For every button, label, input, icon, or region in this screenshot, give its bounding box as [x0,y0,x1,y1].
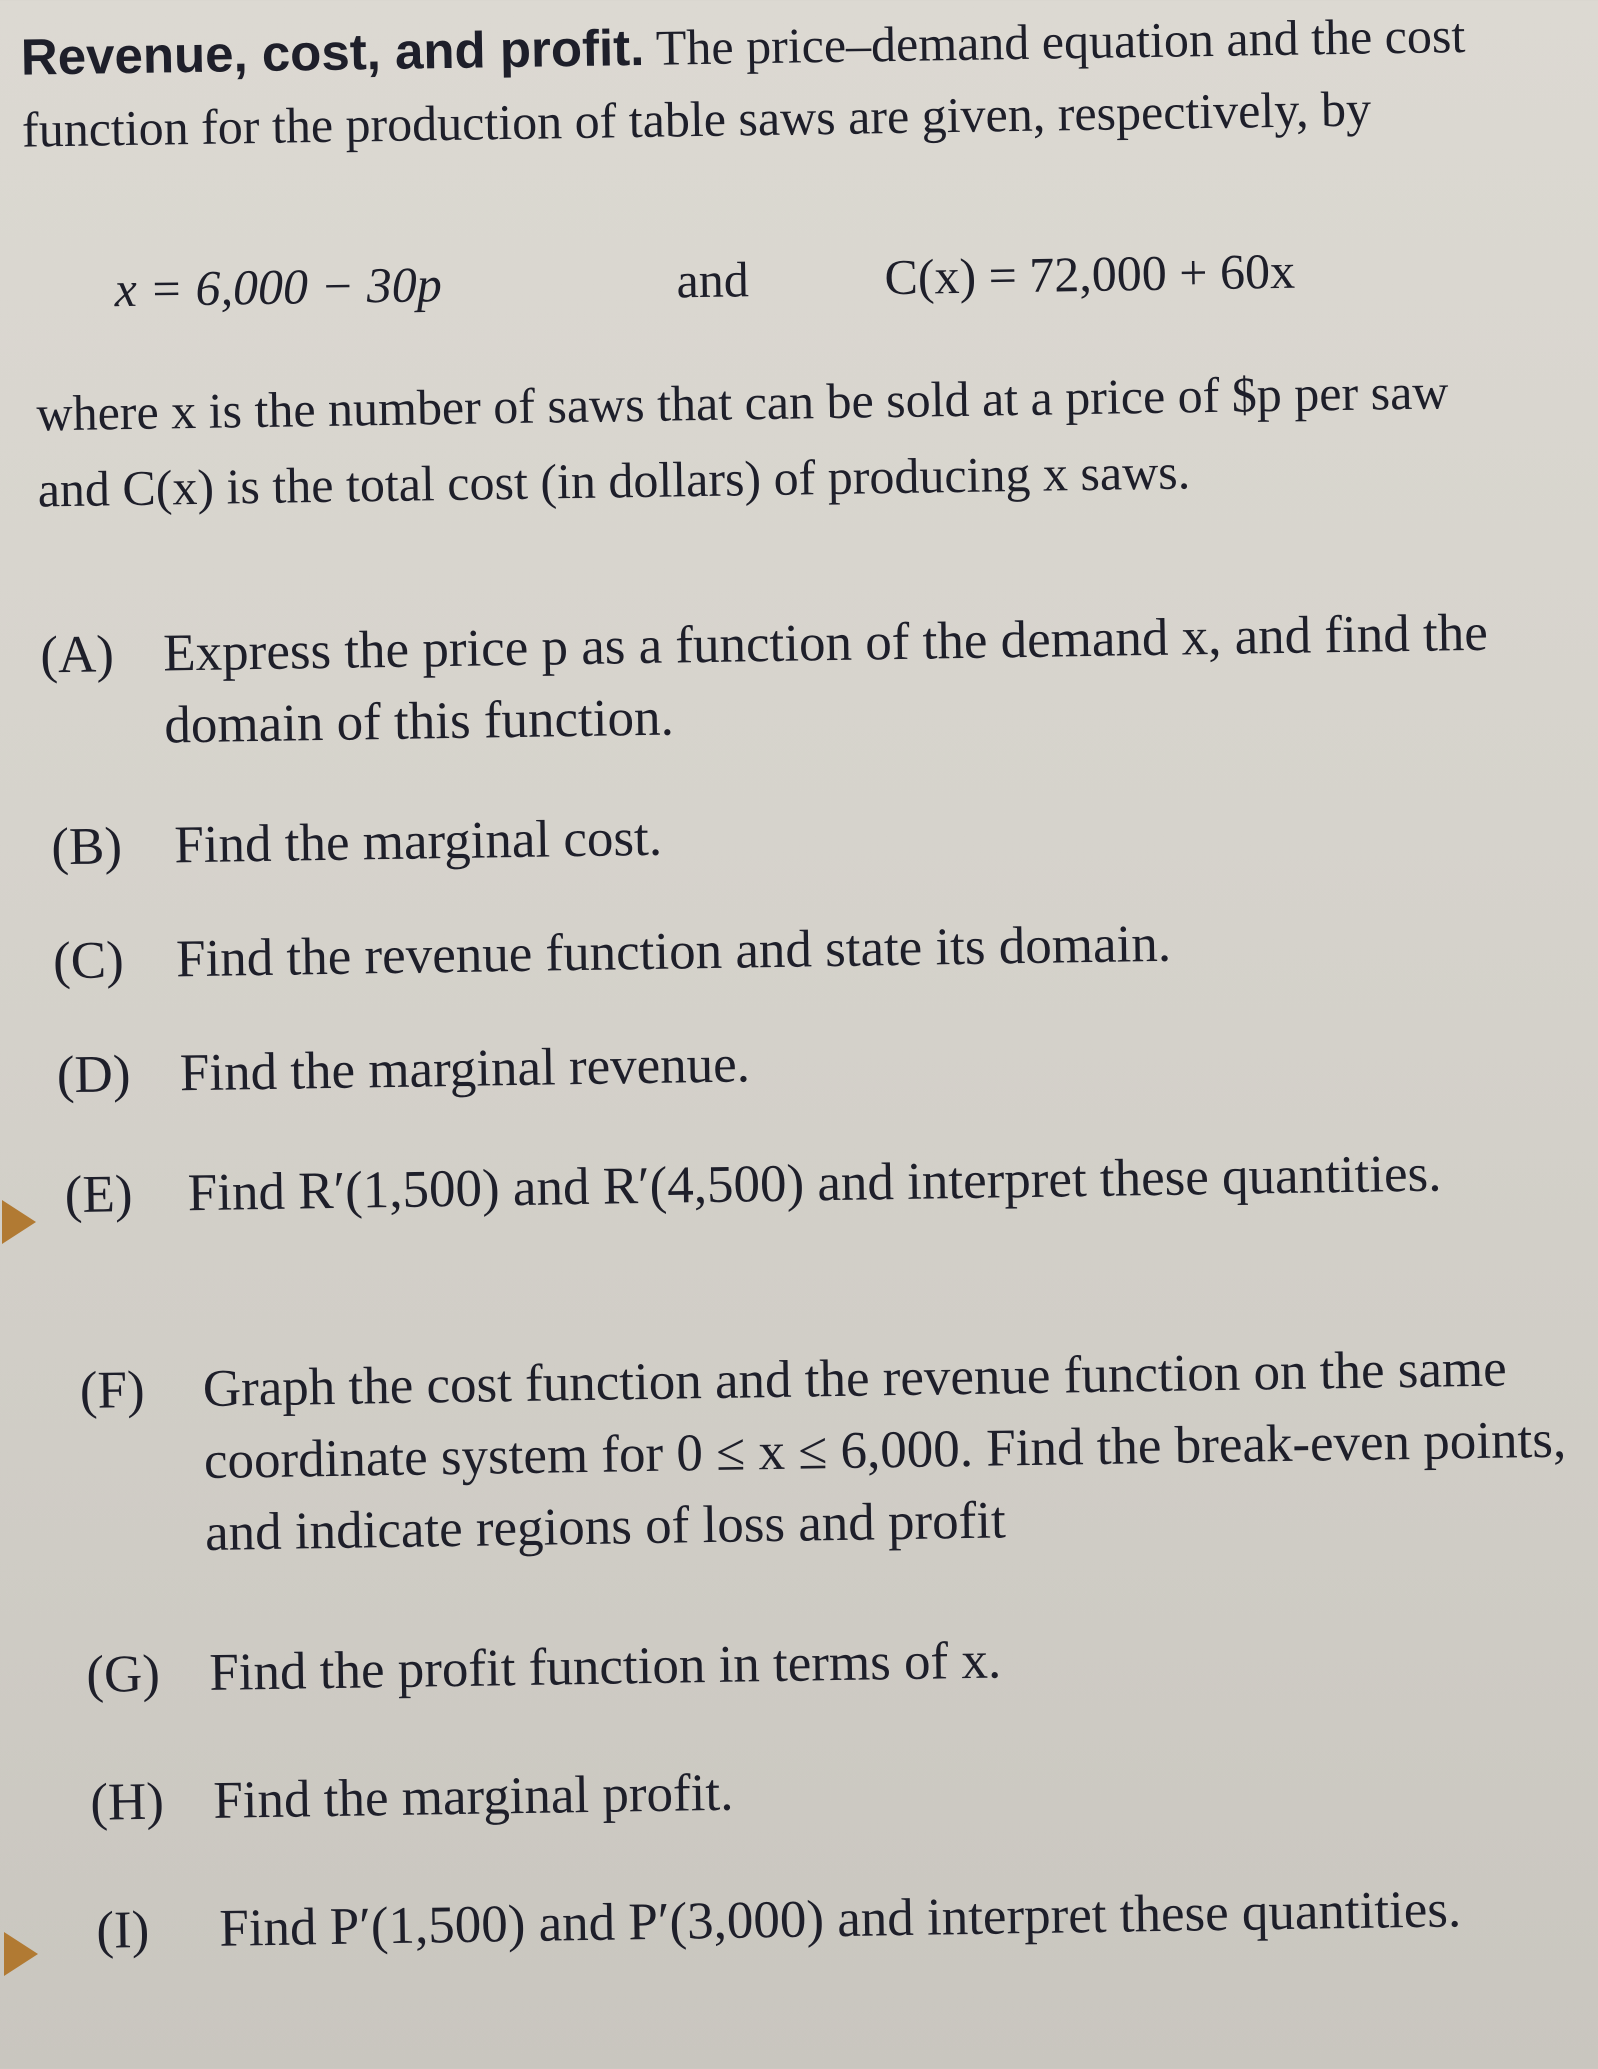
part-h [90,1743,1598,1839]
part-i [96,1871,1598,1967]
part-letter: (F) [79,1360,146,1420]
part-letter: (G) [85,1644,161,1704]
problem-intro-text: The price–demand equation and the cost function for the production of table saws are given, respectively, by [21,6,1466,158]
part-text: Express the price p as a function of the demand x, and find the domain of this function. [162,603,1489,755]
part-letter: (B) [50,817,123,877]
part-f [79,1331,1595,1571]
part-text: Find R′(1,500) and R′(4,500) and interpret these quantities. [187,1144,1442,1223]
part-a [40,596,1555,764]
part-text: Find the profit function in terms of x. [208,1631,1002,1702]
problem-heading: Revenue, cost, and profit. [20,18,645,86]
part-letter: (I) [95,1900,150,1960]
pencil-mark-icon [2,1200,36,1244]
part-letter: (H) [89,1772,165,1832]
part-letter: (E) [64,1165,133,1225]
variable-definition: where x is the number of saws that can be sold at a price of $p per saw and C(x) is the total cost (in dollars) of producing x saws. [36,363,1449,518]
part-text: Find P′(1,500) and P′(3,000) and interpret these quantities. [218,1880,1462,1958]
part-g [86,1615,1598,1711]
problem-intro [20,0,1482,166]
part-e [64,1135,1578,1231]
part-b [51,788,1565,884]
part-text: Find the revenue function and state its domain. [175,914,1172,989]
demand-equation: x = 6,000 − 30p [114,256,443,318]
part-text: Find the marginal profit. [212,1763,734,1830]
part-text: Graph the cost function and the revenue function on the same coordinate system for 0 ≤ x ≤ 6,000. Find the break-even points, and indicate regions of loss and profit [202,1339,1567,1562]
part-c [53,902,1567,998]
part-d [56,1015,1570,1111]
pencil-mark-icon [4,1932,38,1976]
part-text: Find the marginal revenue. [179,1035,751,1103]
part-text: Find the marginal cost. [173,808,663,875]
cost-function-equation: C(x) = 72,000 + 60x [884,242,1296,306]
equation-connector: and [676,251,750,309]
part-letter: (C) [52,931,125,991]
part-letter: (D) [56,1045,131,1105]
part-letter: (A) [39,625,115,685]
